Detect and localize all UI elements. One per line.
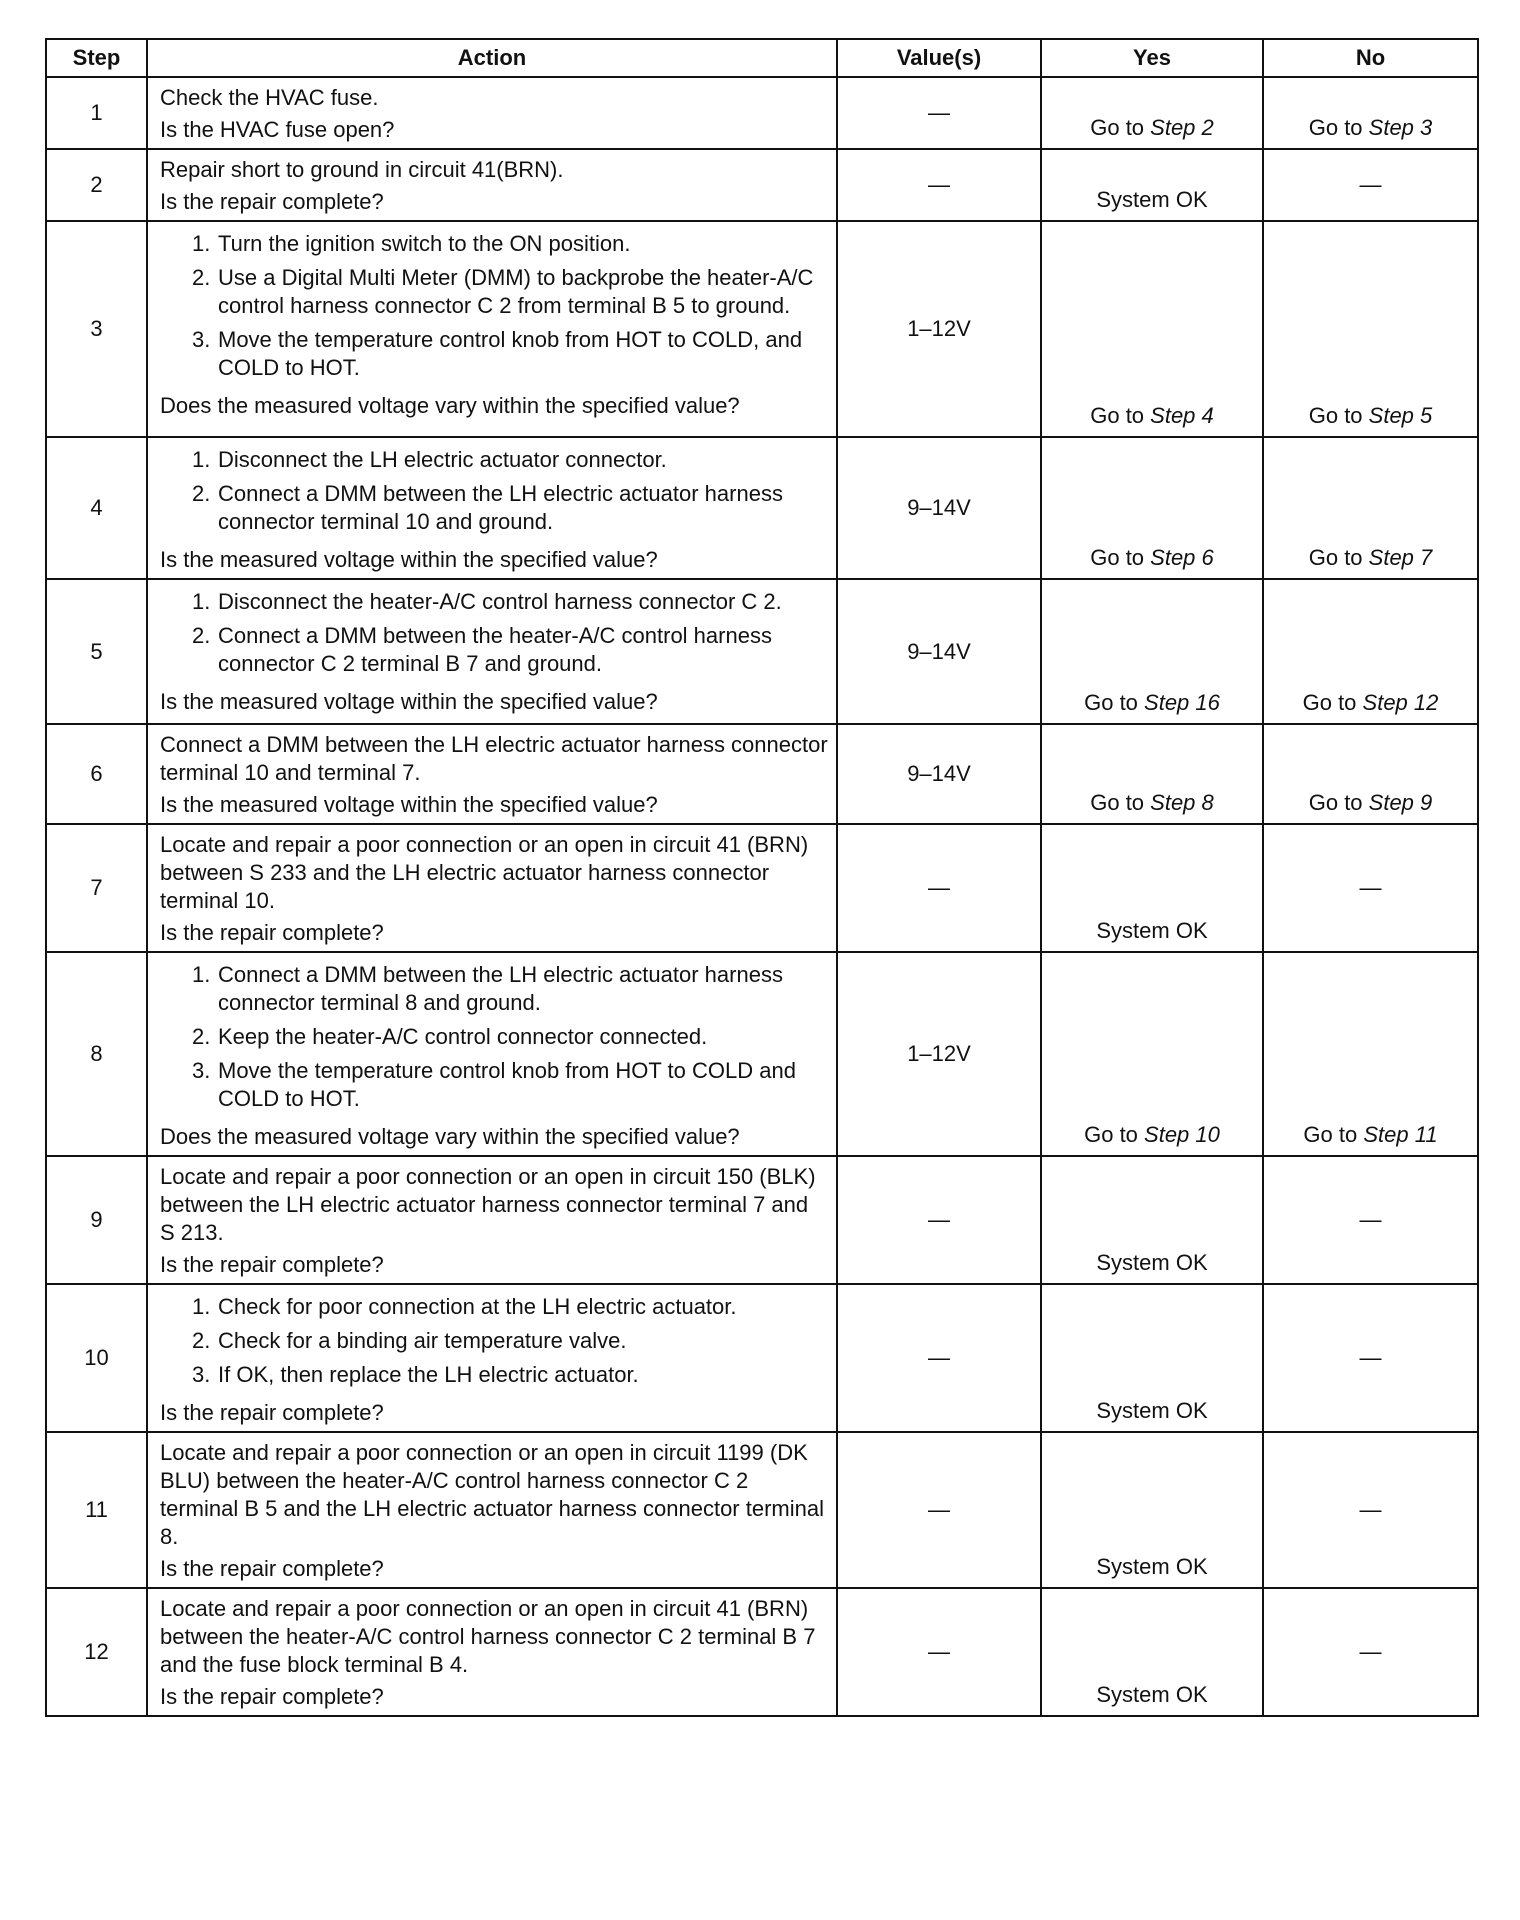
step-number [46,437,147,579]
step-number [46,724,147,824]
step-number-text: 9 [90,1207,103,1232]
yes-cell [1041,149,1263,221]
value-cell [837,221,1041,437]
yes-result: Go to Step 2 [1090,115,1214,140]
action-question: Is the measured voltage within the specified value? [160,792,658,817]
no-result: — [1359,1207,1382,1232]
value-cell [837,1284,1041,1432]
yes-result: Go to Step 8 [1090,790,1214,815]
action-question: Is the measured voltage within the specified value? [160,689,658,714]
action-step-item [192,230,828,258]
step-number-text: 3 [90,316,103,341]
step-number-text: 5 [90,638,103,664]
action-step-item [192,264,828,320]
yes-cell [1041,221,1263,437]
action-step-text: Connect a DMM between the heater-A/C control harness connector C 2 terminal B 7 and ground. [218,623,772,676]
no-result: Go to Step 3 [1308,115,1433,140]
table-row-step-11 [46,1432,1478,1588]
step-number [46,579,147,724]
action-cell [147,724,837,824]
value-cell [837,824,1041,952]
table-row-step-3 [46,221,1478,437]
action-question: Is the repair complete? [160,1252,384,1277]
action-step-text: Disconnect the heater-A/C control harness connector C 2. [218,589,782,614]
action-question: Is the repair complete? [160,1400,384,1425]
action-text: Connect a DMM between the LH electric actuator harness connector terminal 10 and terminal 7. [160,732,828,785]
action-step-text: Disconnect the LH electric actuator connector. [218,447,667,472]
yes-cell [1041,579,1263,724]
action-text: Locate and repair a poor connection or an open in circuit 41 (BRN) between the heater-A/C control harness connector C 2 terminal B 7 and the fuse block terminal B 4. [160,1596,816,1677]
yes-result: System OK [1096,1250,1208,1275]
action-question: Is the measured voltage within the specified value? [160,547,658,572]
yes-cell [1041,1284,1263,1432]
action-question: Is the HVAC fuse open? [160,117,395,142]
action-steps-list [160,230,828,382]
yes-result: Go to Step 4 [1090,403,1214,428]
value-cell [837,724,1041,824]
yes-cell [1041,77,1263,149]
action-cell [147,1284,837,1432]
header-no: No [1263,39,1478,77]
action-question: Is the repair complete? [160,189,384,214]
action-step-text: Check for a binding air temperature valve. [218,1328,627,1353]
no-result: — [1359,172,1382,197]
action-cell [147,149,837,221]
action-step-item [192,480,828,536]
action-step-text: Check for poor connection at the LH electric actuator. [218,1294,737,1319]
action-steps-list [160,961,828,1113]
action-question: Is the repair complete? [160,1556,384,1581]
table-row-step-5 [46,579,1478,724]
value-cell [837,77,1041,149]
step-number-text: 8 [90,1041,103,1066]
no-cell [1263,437,1478,579]
value-cell [837,1432,1041,1588]
action-step-text: Move the temperature control knob from HOT to COLD and COLD to HOT. [218,1058,796,1111]
action-question: Is the repair complete? [160,920,384,945]
value-text: 1–12V [907,316,971,341]
table-row-step-10 [46,1284,1478,1432]
no-cell [1263,952,1478,1156]
action-step-item [192,588,828,616]
step-number [46,77,147,149]
header-row [46,39,1478,77]
no-result: — [1359,1345,1382,1370]
table-row-step-4 [46,437,1478,579]
value-text: 1–12V [907,1041,971,1066]
action-cell [147,1432,837,1588]
yes-result: Go to Step 10 [1084,1122,1220,1147]
action-text: Repair short to ground in circuit 41(BRN). [160,157,564,182]
action-step-item [192,622,828,678]
yes-cell [1041,824,1263,952]
step-number [46,824,147,952]
step-number [46,149,147,221]
action-text: Locate and repair a poor connection or an open in circuit 1199 (DK BLU) between the heater-A/C control harness connector C 2 terminal B 5 and the LH electric actuator harness connector terminal 8. [160,1440,824,1549]
action-step-number: 2. [192,1024,211,1049]
action-text: Locate and repair a poor connection or an open in circuit 150 (BLK) between the LH electric actuator harness connector terminal 7 and S 213. [160,1164,816,1245]
no-result: Go to Step 12 [1302,690,1439,715]
action-cell [147,1156,837,1284]
no-result: — [1359,875,1382,900]
action-text: Locate and repair a poor connection or an open in circuit 41 (BRN) between S 233 and the LH electric actuator harness connector terminal 10. [160,832,809,913]
action-step-text: Turn the ignition switch to the ON position. [218,231,631,256]
diagnostic-table [45,38,1479,1717]
no-cell [1263,579,1478,724]
yes-cell [1041,1432,1263,1588]
action-cell [147,1588,837,1716]
yes-result: Go to Step 6 [1090,545,1214,570]
value-text: — [928,172,950,197]
no-cell [1263,1284,1478,1432]
yes-cell [1041,724,1263,824]
action-step-number: 1. [192,589,211,614]
step-number-text: 11 [85,1497,108,1522]
step-number [46,1588,147,1716]
action-step-number: 2. [192,481,211,506]
value-text: 9–14V [907,761,971,786]
no-cell [1263,1432,1478,1588]
yes-cell [1041,1156,1263,1284]
no-result: Go to Step 11 [1303,1122,1438,1147]
action-step-item [192,961,828,1017]
action-question: Does the measured voltage vary within the specified value? [160,393,740,418]
no-cell [1263,724,1478,824]
action-steps-list [160,446,828,536]
action-cell [147,77,837,149]
step-number [46,1432,147,1588]
value-text: — [928,875,950,900]
action-step-item [192,1361,828,1389]
action-cell [147,579,837,724]
action-step-number: 3. [192,1058,211,1083]
action-text: Check the HVAC fuse. [160,85,379,110]
action-question: Does the measured voltage vary within the specified value? [160,1124,740,1149]
action-step-text: If OK, then replace the LH electric actuator. [218,1362,639,1387]
action-step-number: 3. [192,327,211,352]
action-step-text: Connect a DMM between the LH electric actuator harness connector terminal 8 and ground. [218,962,783,1015]
action-step-number: 1. [192,962,211,987]
step-number-text: 10 [84,1345,109,1370]
action-step-text: Keep the heater-A/C control connector connected. [218,1024,708,1049]
value-cell [837,952,1041,1156]
action-step-text: Connect a DMM between the LH electric actuator harness connector terminal 10 and ground. [218,481,783,534]
action-cell [147,824,837,952]
step-number [46,1156,147,1284]
value-text: — [928,1639,950,1664]
action-step-number: 1. [192,1294,211,1319]
action-step-number: 1. [192,447,211,472]
no-cell [1263,221,1478,437]
action-cell [147,221,837,437]
no-result: — [1359,1639,1382,1664]
no-cell [1263,1156,1478,1284]
action-steps-list [160,588,828,678]
action-step-number: 3. [192,1362,211,1387]
no-result: Go to Step 9 [1308,790,1433,815]
yes-result: System OK [1096,187,1208,212]
action-step-number: 2. [192,1328,211,1353]
diagnostic-table-document [45,38,1479,1717]
step-number-text: 1 [90,100,103,125]
no-cell [1263,149,1478,221]
no-result: Go to Step 5 [1308,403,1433,428]
action-step-item [192,1023,828,1051]
value-cell [837,437,1041,579]
action-step-number: 2. [192,623,211,648]
yes-result: System OK [1096,1398,1208,1423]
yes-cell [1041,952,1263,1156]
step-number-text: 4 [90,495,103,520]
step-number [46,221,147,437]
yes-result: System OK [1096,1682,1208,1707]
action-question: Is the repair complete? [160,1684,384,1709]
no-result: — [1359,1497,1382,1522]
step-number-text: 2 [90,172,103,197]
value-text: — [928,100,950,125]
value-text: — [928,1497,950,1522]
value-cell [837,149,1041,221]
step-number-text: 6 [90,761,103,786]
no-cell [1263,824,1478,952]
table-row-step-8 [46,952,1478,1156]
value-cell [837,579,1041,724]
action-step-item [192,1293,828,1321]
action-step-number: 2. [192,265,211,290]
action-step-number: 1. [192,231,211,256]
table-row-step-6 [46,724,1478,824]
value-text: — [928,1345,950,1370]
step-number [46,1284,147,1432]
action-cell [147,952,837,1156]
action-step-text: Move the temperature control knob from HOT to COLD, and COLD to HOT. [218,327,803,380]
yes-result: System OK [1096,918,1208,943]
table-row-step-2 [46,149,1478,221]
yes-result: System OK [1096,1554,1208,1579]
table-row-step-1 [46,77,1478,149]
value-text: 9–14V [907,495,971,520]
action-step-item [192,1057,828,1113]
table-row-step-12 [46,1588,1478,1716]
action-steps-list [160,1293,828,1389]
action-step-text: Use a Digital Multi Meter (DMM) to backprobe the heater-A/C control harness connector C 2 from terminal B 5 to ground. [218,265,814,318]
no-result: Go to Step 7 [1308,545,1433,570]
action-cell [147,437,837,579]
yes-cell [1041,1588,1263,1716]
yes-cell [1041,437,1263,579]
header-yes: Yes [1041,39,1263,77]
value-text: 9–14V [907,638,971,664]
no-cell [1263,77,1478,149]
header-values: Value(s) [837,39,1041,77]
header-action: Action [147,39,837,77]
step-number-text: 12 [84,1639,109,1664]
yes-result: Go to Step 16 [1084,690,1220,715]
action-step-item [192,326,828,382]
action-step-item [192,446,828,474]
table-row-step-7 [46,824,1478,952]
step-number-text: 7 [90,875,103,900]
no-cell [1263,1588,1478,1716]
step-number [46,952,147,1156]
action-step-item [192,1327,828,1355]
header-step: Step [46,39,147,77]
value-cell [837,1156,1041,1284]
table-row-step-9 [46,1156,1478,1284]
value-text: — [928,1207,950,1232]
value-cell [837,1588,1041,1716]
